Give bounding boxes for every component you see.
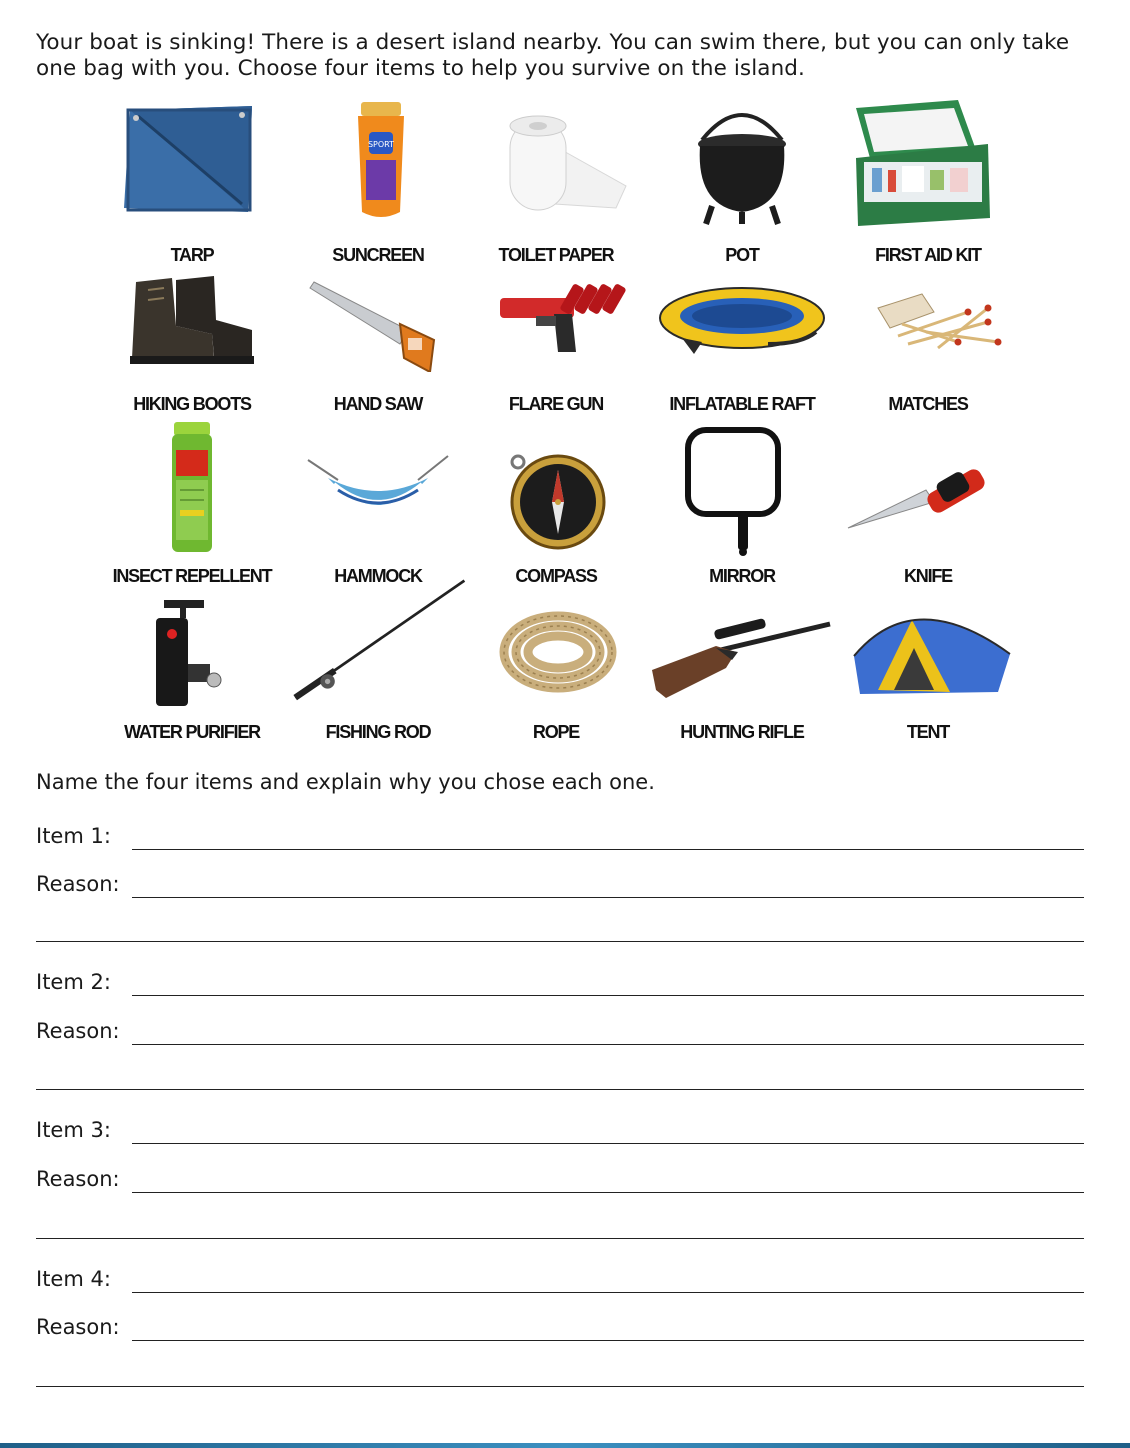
first-aid-kit-icon	[838, 100, 1018, 230]
tent-icon	[838, 594, 1018, 710]
reason-2-label: Reason:	[36, 1019, 120, 1043]
item-3-label: Item 3:	[36, 1118, 111, 1142]
reason-2-continuation-line[interactable]	[36, 1089, 1084, 1090]
sunscreen-icon	[288, 100, 468, 230]
inflatable-raft-icon	[652, 272, 832, 372]
item-label: WATER PURIFIER	[124, 722, 260, 742]
reason-1-row	[36, 868, 1084, 898]
item-label: SUNCREEN	[332, 245, 424, 265]
knife-icon	[838, 420, 1018, 556]
bottom-accent-bar	[0, 1443, 1130, 1448]
flare-gun-icon	[466, 272, 646, 372]
item-label: FISHING ROD	[325, 722, 431, 742]
reason-3-continuation-row	[36, 1209, 1084, 1239]
item-1-answer-line[interactable]	[132, 849, 1084, 850]
item-4-label: Item 4:	[36, 1267, 111, 1291]
reason-3-row	[36, 1163, 1084, 1193]
hunting-rifle-icon	[652, 594, 832, 710]
reason-3-label: Reason:	[36, 1167, 120, 1191]
insect-repellent-icon	[102, 420, 282, 556]
item-label: COMPASS	[515, 566, 597, 586]
item-label: HUNTING RIFLE	[680, 722, 804, 742]
item-label: POT	[725, 245, 759, 265]
reason-1-continuation-line[interactable]	[36, 941, 1084, 942]
svg-text:SPORT: SPORT	[367, 140, 395, 149]
hand-saw-icon	[288, 272, 468, 372]
mirror-icon	[652, 420, 832, 556]
item-label: KNIFE	[903, 566, 952, 586]
reason-4-answer-line[interactable]	[132, 1340, 1084, 1341]
reason-1-continuation-row	[36, 912, 1084, 942]
hammock-icon	[288, 420, 468, 556]
item-label: TOILET PAPER	[498, 245, 614, 265]
item-2-answer-line[interactable]	[132, 995, 1084, 996]
compass-icon	[466, 420, 646, 556]
instructions-text: Your boat is sinking! There is a desert island nearby. You can swim there, but you can only take one bag with you. Choose four items to help you survive on the island.	[36, 30, 1070, 81]
reason-3-continuation-line[interactable]	[36, 1238, 1084, 1239]
item-label: TARP	[170, 245, 214, 265]
water-purifier-icon	[102, 594, 282, 710]
item-label: HAND SAW	[333, 394, 423, 414]
matches-icon	[838, 272, 1018, 372]
item-label: FLARE GUN	[508, 394, 604, 414]
item-label: INSECT REPELLENT	[112, 566, 272, 586]
item-3-row	[36, 1114, 1084, 1144]
reason-4-label: Reason:	[36, 1315, 120, 1339]
tarp-icon	[102, 100, 282, 230]
item-label: MATCHES	[888, 394, 968, 414]
item-1-label: Item 1:	[36, 824, 111, 848]
item-1-row	[36, 820, 1084, 850]
reason-2-continuation-row	[36, 1060, 1084, 1090]
pot-icon	[652, 100, 832, 230]
reason-4-continuation-row	[36, 1357, 1084, 1387]
item-label: HIKING BOOTS	[133, 394, 251, 414]
item-label: MIRROR	[709, 566, 775, 586]
item-label: HAMMOCK	[334, 566, 422, 586]
reason-4-row	[36, 1311, 1084, 1341]
rope-icon	[466, 594, 646, 710]
item-label: TENT	[906, 722, 950, 742]
item-label: FIRST AID KIT	[875, 245, 981, 265]
reason-1-answer-line[interactable]	[132, 897, 1084, 898]
item-label: INFLATABLE RAFT	[669, 394, 815, 414]
reason-4-continuation-line[interactable]	[36, 1386, 1084, 1387]
hiking-boots-icon	[102, 272, 282, 372]
reason-1-label: Reason:	[36, 872, 120, 896]
fishing-rod-icon	[288, 570, 468, 710]
item-label: ROPE	[532, 722, 580, 742]
toilet-paper-icon	[466, 100, 646, 230]
reason-2-answer-line[interactable]	[132, 1044, 1084, 1045]
question-prompt: Name the four items and explain why you chose each one.	[36, 770, 655, 794]
reason-2-row	[36, 1015, 1084, 1045]
item-4-answer-line[interactable]	[132, 1292, 1084, 1293]
item-2-label: Item 2:	[36, 970, 111, 994]
item-3-answer-line[interactable]	[132, 1143, 1084, 1144]
item-4-row	[36, 1263, 1084, 1293]
reason-3-answer-line[interactable]	[132, 1192, 1084, 1193]
item-2-row	[36, 966, 1084, 996]
